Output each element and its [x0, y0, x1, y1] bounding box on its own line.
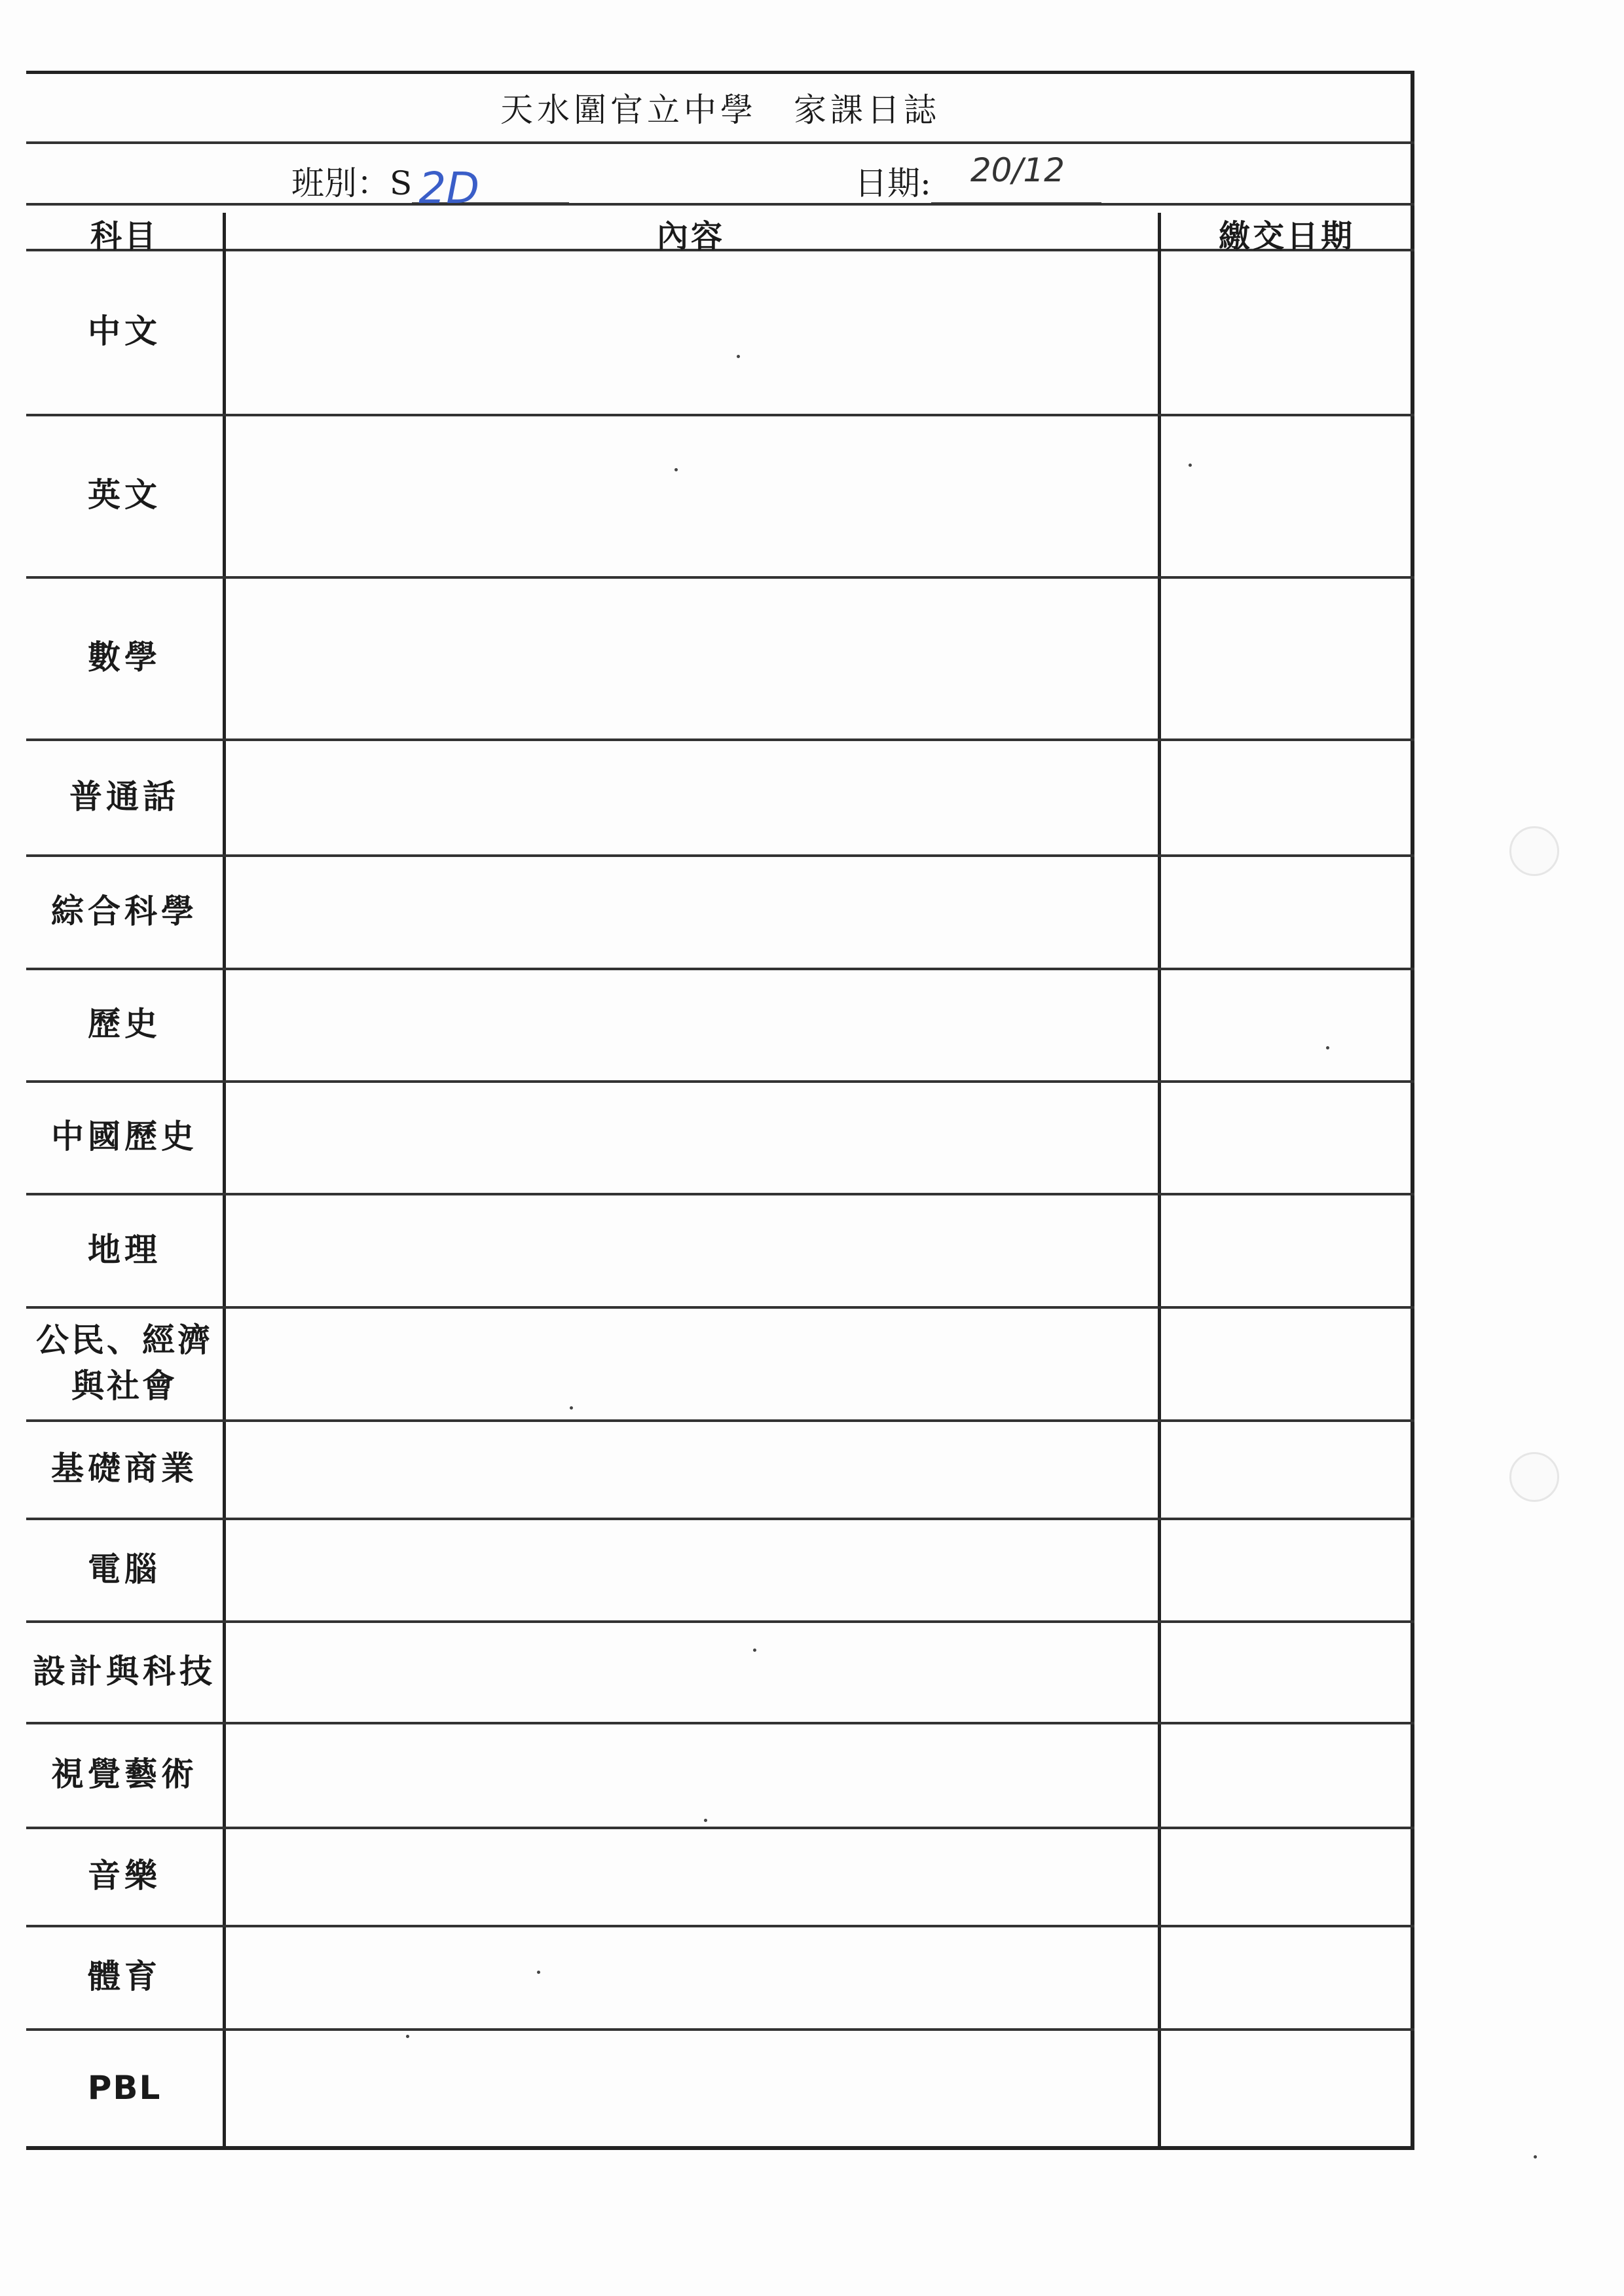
header-due-date: 繳交日期 [1218, 218, 1355, 255]
date-value: 20/12 [970, 151, 1065, 189]
column-divider [223, 213, 226, 2150]
due-date-cell[interactable] [1164, 968, 1411, 1080]
content-cell[interactable] [229, 2028, 1153, 2147]
due-date-cell[interactable] [1164, 414, 1411, 576]
content-cell[interactable] [229, 968, 1153, 1080]
scan-speck [753, 1649, 756, 1652]
subject-label: 普通話 [69, 776, 179, 816]
subject-label: 基礎商業 [51, 1449, 198, 1487]
scan-speck [674, 468, 678, 471]
content-cell[interactable] [229, 1419, 1153, 1518]
subject-label: 英文 [88, 475, 161, 514]
subject-label: 體育 [88, 1957, 161, 1995]
scan-speck [737, 355, 740, 358]
punch-hole [1509, 1452, 1559, 1502]
divider [26, 141, 1414, 144]
due-date-cell[interactable] [1164, 1925, 1411, 2028]
column-divider [1158, 213, 1161, 2150]
subject-label: 數學 [88, 638, 161, 676]
scan-speck [1534, 2155, 1537, 2159]
subject-label: 歷史 [88, 1004, 161, 1043]
content-cell[interactable] [229, 249, 1153, 414]
scan-speck [537, 1971, 540, 1974]
content-cell[interactable] [229, 1827, 1153, 1925]
form-title: 天水圍官立中學 家課日誌 [500, 91, 940, 129]
scan-speck [406, 2035, 409, 2038]
due-date-cell[interactable] [1164, 1620, 1411, 1722]
due-date-cell[interactable] [1164, 1827, 1411, 1925]
content-cell[interactable] [229, 1080, 1153, 1193]
due-date-cell[interactable] [1164, 249, 1411, 414]
subject-label: 地理 [88, 1230, 161, 1269]
content-cell[interactable] [229, 1518, 1153, 1620]
due-date-cell[interactable] [1164, 1080, 1411, 1193]
subject-label: 綜合科學 [51, 891, 198, 930]
due-date-cell[interactable] [1164, 1306, 1411, 1419]
subject-label: 電腦 [88, 1549, 161, 1588]
header-content: 內容 [656, 218, 725, 255]
scan-speck [1189, 464, 1192, 467]
class-value: 2D [418, 163, 480, 213]
class-label: 班別：S [291, 164, 413, 202]
content-cell[interactable] [229, 1193, 1153, 1306]
date-label: 日期: [855, 164, 931, 202]
subject-label: 中國歷史 [51, 1117, 198, 1156]
subject-label: 音樂 [88, 1856, 161, 1895]
content-cell[interactable] [229, 414, 1153, 576]
header-subject: 科目 [90, 218, 158, 255]
content-cell[interactable] [229, 1306, 1153, 1419]
subject-label: 視覺藝術 [51, 1755, 198, 1793]
scan-speck [570, 1406, 573, 1410]
due-date-cell[interactable] [1164, 2028, 1411, 2147]
content-cell[interactable] [229, 1722, 1153, 1827]
due-date-cell[interactable] [1164, 1518, 1411, 1620]
content-cell[interactable] [229, 576, 1153, 738]
due-date-cell[interactable] [1164, 1193, 1411, 1306]
date-field [855, 151, 1101, 204]
divider [26, 203, 1414, 206]
subject-label: 公民、經濟與社會 [36, 1320, 213, 1405]
scan-speck [704, 1819, 707, 1822]
due-date-cell[interactable] [1164, 854, 1411, 968]
due-date-cell[interactable] [1164, 738, 1411, 854]
scan-speck [1326, 1046, 1329, 1049]
punch-hole [1509, 826, 1559, 876]
due-date-cell[interactable] [1164, 1419, 1411, 1518]
class-field [291, 157, 569, 213]
content-cell[interactable] [229, 1925, 1153, 2028]
subject-label: 中文 [88, 312, 161, 350]
subject-label: 設計與科技 [33, 1651, 216, 1690]
due-date-cell[interactable] [1164, 576, 1411, 738]
subject-label: PBL [87, 2069, 162, 2107]
due-date-cell[interactable] [1164, 1722, 1411, 1827]
content-cell[interactable] [229, 738, 1153, 854]
content-cell[interactable] [229, 1620, 1153, 1722]
content-cell[interactable] [229, 854, 1153, 968]
